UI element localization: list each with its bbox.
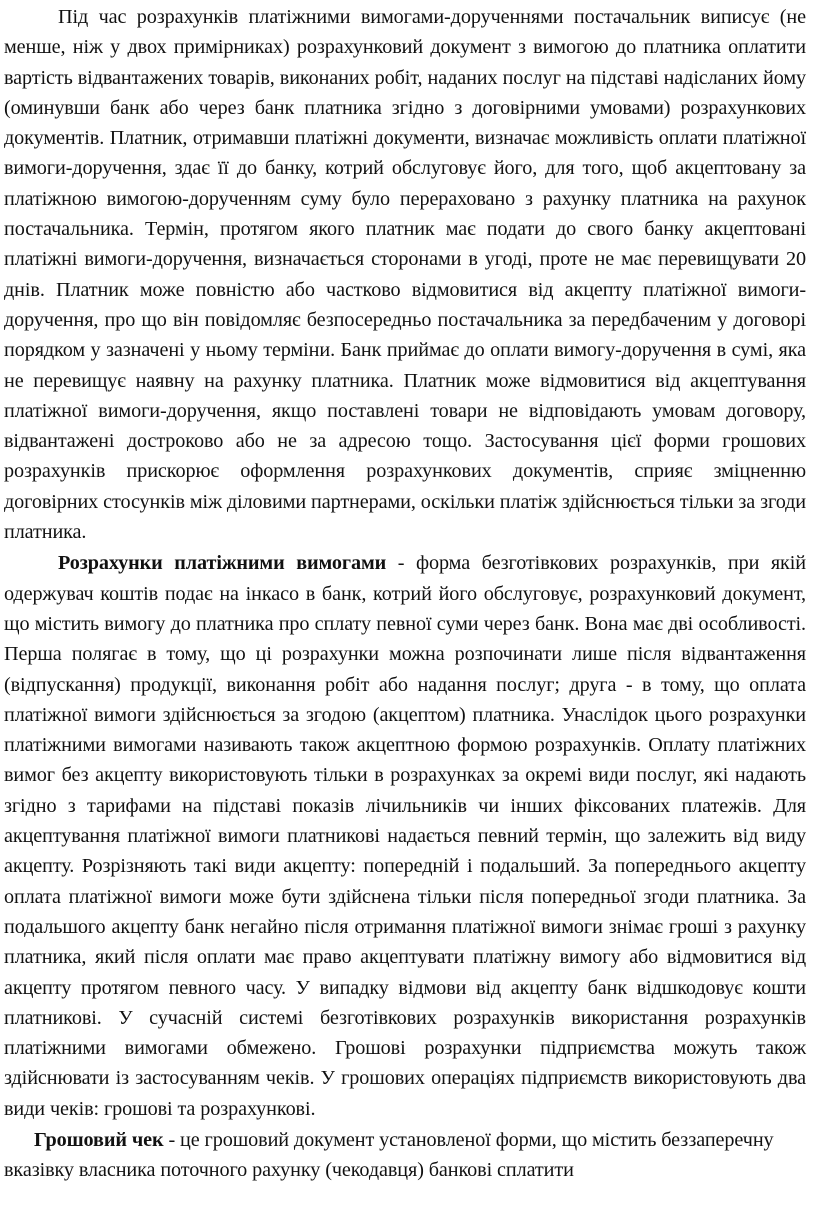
paragraph-text: Під час розрахунків платіжними вимогами-дорученнями постачальник виписує (не менше, ніж у двох примірниках) розрахунковий документ з вимогою до платника оплатити вартість відвантажених товарів, виконаних робіт, наданих послуг на підставі надісланих йому (оминувши банк або через банк платника згідно з договірними умовами) розрахункових документів. Платник, отримавши платіжні документи, визначає можливість оплати платіжної вимоги-доручення, здає її до банку, котрий обслуговує його, для того, щоб акцептовану за платіжною вимогою-дорученням суму було перераховано з рахунку платника на рахунок постачальника. Термін, протягом якого платник має подати до свого банку акцептовані платіжні вимоги-доручення, визначається сторонами в угоді, проте не має перевищувати 20 днів. Платник може повністю або частково відмовитися від акцепту платіжної вимоги-доручення, про що він повідомляє безпосередньо постачальника за передбаченим у договорі порядком у зазначені у ньому терміни. Банк приймає до оплати вимогу-доручення в сумі, яка не перевищує наявну на рахунку платника. Платник може відмовитися від акцептування платіжної вимоги-доручення, якщо поставлені товари не відповідають умовам договору, відвантажені достроково або не за адресою тощо. Застосування цієї форми грошових розрахунків прискорює оформлення розрахункових документів, сприяє зміцненню договірних стосунків між діловими партнерами, оскільки платіж здійснюється тільки за згоди платника. [4,6,806,544]
paragraph-cash-check [4,1125,806,1186]
paragraph-text: - це грошовий документ установленої форми, що містить беззаперечну вказівку власника поточного рахунку (чекодавця) банкові сплатити [4,1128,774,1182]
paragraph-payment-orders [4,2,806,547]
paragraph-payment-demands [4,548,806,1124]
paragraph-text: - форма безготівкових розрахунків, при якій одержувач коштів подає на інкасо в банк, котрий його обслуговує, розрахунковий документ, що містить вимогу до платника про сплату певної суми через банк. Вона має дві особливості. Перша полягає в тому, що ці розрахунки можна розпочинати лише після відвантаження (відпускання) продукції, виконання робіт або надання послуг; друга - в тому, що оплата платіжної вимоги здійснюється за згодою (акцептом) платника. Унаслідок цього розрахунки платіжними вимогами називають також акцептною формою розрахунків. Оплату платіжних вимог без акцепту використовують тільки в розрахунках за окремі види послуг, які надають згідно з тарифами на підставі показів лічильників чи інших фіксованих платежів. Для акцептування платіжної вимоги платникові надається певний термін, що залежить від виду акцепту. Розрізняють такі види акцепту: попередній і подальший. За попереднього акцепту оплата платіжної вимоги може бути здійснена тільки після попередньої згоди платника. За подальшого акцепту банк негайно після отримання платіжної вимоги знімає гроші з рахунку платника, який після оплати має право акцептувати платіжну вимогу або відмовитися від акцепту протягом певного часу. У випадку відмови від акцепту банк відшкодовує кошти платникові. У сучасній системі безготівкових розрахунків використання розрахунків платіжними вимогами обмежено. Грошові розрахунки підприємства можуть також здійснювати із застосуванням чеків. У грошових операціях підприємств використовують два види чеків: грошові та розрахункові. [4,552,806,1120]
term-cash-check: Грошовий чек [34,1128,164,1151]
term-payment-demands: Розрахунки платіжними вимогами [58,552,387,575]
